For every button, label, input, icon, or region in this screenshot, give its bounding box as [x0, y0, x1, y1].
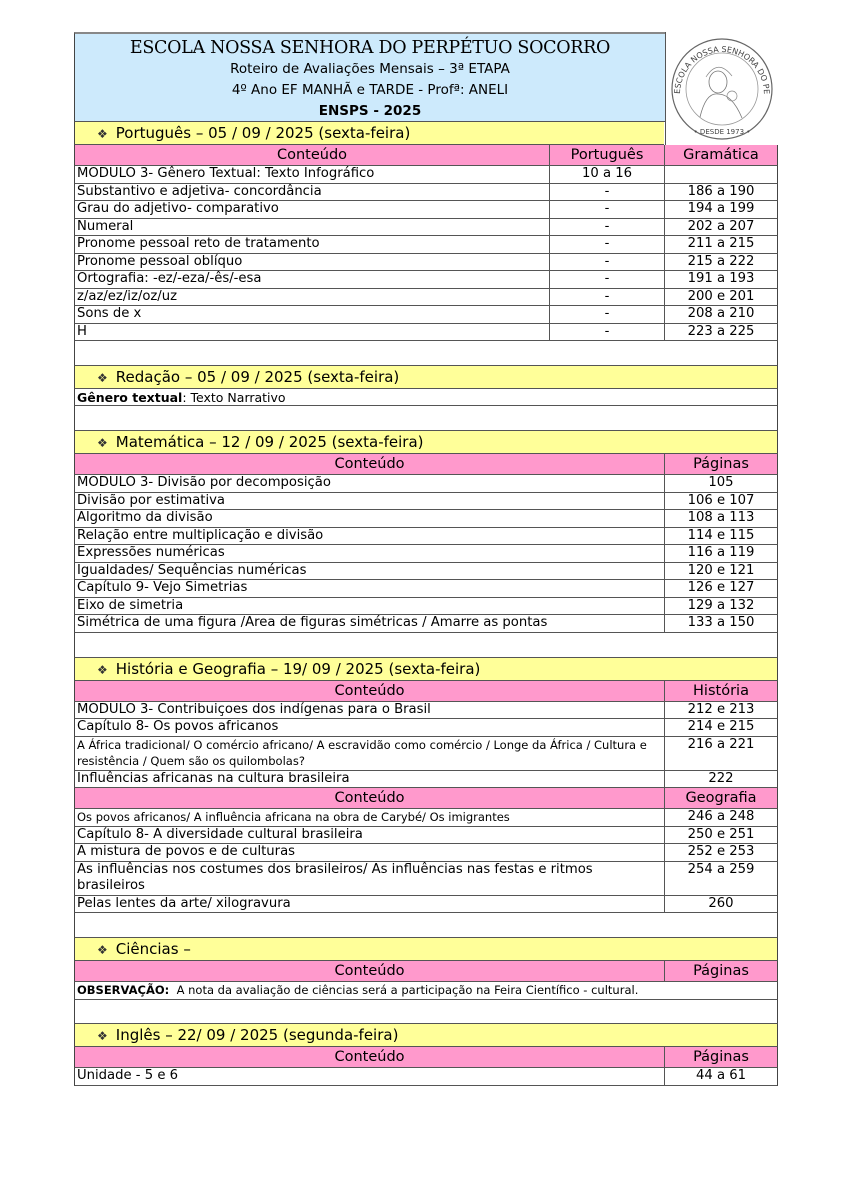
table-row	[74, 702, 778, 720]
table-row	[74, 809, 778, 827]
table-row	[74, 166, 778, 184]
table-row	[74, 184, 778, 202]
column-header: Conteúdo	[75, 961, 665, 981]
content-cell: Eixo de simetria	[75, 598, 665, 615]
grammar-pages-cell	[665, 166, 777, 183]
pages-cell: 212 e 213	[687, 701, 755, 717]
section-ingles-header	[74, 1024, 778, 1047]
portugues-pages-cell: -	[550, 271, 665, 288]
genre-label: Gênero textual	[77, 390, 183, 405]
content-cell: Igualdades/ Sequências numéricas	[75, 563, 665, 580]
portugues-pages-cell: -	[550, 236, 665, 253]
section-title: Ciências –	[115, 940, 191, 958]
pages-cell: 44 a 61	[695, 1068, 747, 1083]
content-cell: Capítulo 8- Os povos africanos	[75, 719, 665, 736]
document-subtitle: Roteiro de Avaliações Mensais – 3ª ETAPA	[230, 61, 510, 77]
table-row	[74, 580, 778, 598]
section-matematica-header	[74, 431, 778, 454]
content-cell: Pelas lentes da arte/ xilogravura	[75, 896, 665, 913]
section-ciencias-header	[74, 938, 778, 961]
column-header: Páginas	[693, 963, 749, 979]
ingles-column-headers	[74, 1047, 778, 1068]
grammar-pages-cell: 202 a 207	[687, 218, 755, 234]
content-cell: Numeral	[75, 219, 550, 236]
portugues-pages-cell: -	[550, 306, 665, 323]
grammar-pages-cell: 215 a 222	[687, 253, 755, 269]
table-row	[74, 289, 778, 307]
column-header: Conteúdo	[75, 145, 550, 165]
content-cell: Unidade - 5 e 6	[75, 1068, 665, 1085]
content-cell: Simétrica de uma figura /Area de figuras simétricas / Amarre as pontas	[75, 615, 665, 632]
table-row	[74, 306, 778, 324]
portugues-pages-cell: -	[550, 184, 665, 201]
school-code: ENSPS - 2025	[318, 103, 422, 119]
portugues-pages-cell: 10 a 16	[550, 166, 665, 183]
spacer-row	[74, 341, 778, 366]
pages-cell: 105	[708, 475, 734, 490]
content-cell: Os povos africanos/ A influência africana na obra de Carybé/ Os imigrantes	[75, 809, 665, 826]
ciencias-column-headers	[74, 961, 778, 982]
observation-label: OBSERVAÇÃO:	[77, 983, 170, 997]
observation-text: A nota da avaliação de ciências será a participação na Feira Científico - cultural.	[169, 983, 639, 997]
pages-cell: 252 e 253	[687, 844, 755, 859]
table-row	[74, 528, 778, 546]
content-cell: Substantivo e adjetiva- concordância	[75, 184, 550, 201]
svg-text:• DESDE 1973 •: • DESDE 1973 •	[693, 128, 751, 136]
pages-cell: 250 e 251	[687, 826, 755, 842]
redacao-genre	[75, 389, 286, 405]
table-row	[74, 201, 778, 219]
portugues-pages-cell: -	[550, 219, 665, 236]
spacer-row	[74, 633, 778, 658]
diamond-bullet-icon: ❖	[97, 371, 108, 385]
pages-cell: 222	[708, 770, 734, 786]
content-cell: MÓDULO 3- Gênero Textual: Texto Infográfico	[75, 166, 550, 183]
content-cell: Influências africanas na cultura brasileira	[75, 771, 665, 788]
content-cell: A mistura de povos e de culturas	[75, 844, 665, 861]
redacao-row	[74, 389, 778, 406]
ciencias-observation-row	[74, 982, 778, 1000]
ciencias-observation	[75, 982, 638, 999]
section-title: Redação – 05 / 09 / 2025 (sexta-feira)	[115, 368, 400, 386]
content-cell: Ortografia: -ez/-eza/-ês/-esa	[75, 271, 550, 288]
grammar-pages-cell: 194 a 199	[687, 201, 755, 216]
diamond-bullet-icon: ❖	[97, 662, 108, 677]
content-cell: Capítulo 9- Vejo Simetrias	[75, 580, 665, 597]
content-cell: Relação entre multiplicação e divisão	[75, 528, 665, 545]
table-row	[74, 493, 778, 511]
section-historia-geografia-header	[74, 658, 778, 681]
content-cell: As influências nos costumes dos brasileiros/ As influências nas festas e ritmos brasileiros	[75, 862, 665, 895]
table-row	[74, 545, 778, 563]
content-cell: Grau do adjetivo- comparativo	[75, 201, 550, 218]
school-name: ESCOLA NOSSA SENHORA DO PERPÉTUO SOCORRO	[129, 38, 611, 58]
column-header: Português	[550, 145, 665, 165]
table-row	[74, 271, 778, 289]
table-row	[74, 862, 778, 896]
header-titles	[75, 34, 665, 122]
pages-cell: 106 e 107	[687, 492, 755, 508]
section-redacao-header	[74, 366, 778, 389]
portugues-pages-cell: -	[550, 324, 665, 341]
content-cell: Algoritmo da divisão	[75, 510, 665, 527]
diamond-bullet-icon: ❖	[97, 943, 108, 957]
table-row	[74, 254, 778, 272]
content-cell: Divisão por estimativa	[75, 493, 665, 510]
table-row	[74, 236, 778, 254]
pages-cell: 133 a 150	[687, 615, 755, 630]
column-header: Páginas	[693, 456, 749, 472]
column-header: Conteúdo	[75, 1047, 665, 1067]
school-logo	[665, 32, 778, 147]
pages-cell: 129 a 132	[687, 597, 755, 613]
pages-cell: 116 a 119	[687, 545, 755, 560]
portugues-pages-cell: -	[550, 201, 665, 218]
historia-column-headers	[74, 681, 778, 702]
class-line: 4º Ano EF MANHÃ e TARDE - Profª: ANELI	[231, 82, 509, 98]
school-seal-icon	[666, 32, 778, 146]
diamond-bullet-icon: ❖	[97, 127, 108, 141]
genre-value: : Texto Narrativo	[182, 390, 286, 405]
column-header: História	[693, 682, 749, 699]
table-row	[74, 219, 778, 237]
grammar-pages-cell: 191 a 193	[687, 271, 755, 286]
content-cell: z/az/ez/iz/oz/uz	[75, 289, 550, 306]
table-row	[74, 1068, 778, 1086]
column-header: Conteúdo	[75, 788, 665, 808]
table-row	[74, 615, 778, 633]
table-row	[74, 719, 778, 737]
pages-cell: 114 e 115	[687, 527, 755, 543]
grammar-pages-cell: 211 a 215	[687, 236, 755, 251]
table-row	[74, 510, 778, 528]
content-cell: Pronome pessoal oblíquo	[75, 254, 550, 271]
pages-cell: 216 a 221	[687, 736, 755, 752]
diamond-bullet-icon: ❖	[97, 1029, 108, 1043]
pages-cell: 260	[708, 895, 734, 911]
content-cell: Pronome pessoal reto de tratamento	[75, 236, 550, 253]
table-row	[74, 324, 778, 342]
geografia-column-headers	[74, 788, 778, 809]
section-title: Português – 05 / 09 / 2025 (sexta-feira)	[115, 124, 411, 142]
pages-cell: 254 a 259	[687, 861, 755, 877]
column-header: Geografia	[685, 790, 757, 806]
column-header: Gramática	[683, 147, 759, 163]
table-row	[74, 475, 778, 493]
grammar-pages-cell: 208 a 210	[687, 306, 755, 321]
table-row	[74, 598, 778, 616]
column-header: Conteúdo	[75, 454, 665, 474]
diamond-bullet-icon: ❖	[97, 436, 108, 450]
grammar-pages-cell: 186 a 190	[687, 183, 755, 199]
pages-cell: 126 e 127	[687, 580, 755, 595]
table-row	[74, 844, 778, 862]
pages-cell: 214 e 215	[687, 719, 755, 734]
portugues-pages-cell: -	[550, 254, 665, 271]
content-cell: MODULO 3- Divisão por decomposição	[75, 475, 665, 492]
svg-text:ESCOLA NOSSA SENHORA DO PERPÉT: ESCOLA NOSSA SENHORA DO PE	[672, 44, 772, 95]
column-header: Páginas	[693, 1049, 749, 1065]
grammar-pages-cell: 200 e 201	[687, 288, 755, 304]
matematica-column-headers	[74, 454, 778, 475]
portugues-column-headers	[74, 145, 778, 166]
table-row	[74, 737, 778, 771]
grammar-pages-cell: 223 a 225	[687, 323, 755, 339]
pages-cell: 120 e 121	[687, 562, 755, 578]
section-title: Matemática – 12 / 09 / 2025 (sexta-feira)	[115, 433, 424, 451]
section-portugues-header	[74, 122, 664, 145]
column-header: Conteúdo	[75, 681, 665, 701]
pages-cell: 108 a 113	[687, 510, 755, 525]
pages-cell: 246 a 248	[687, 809, 755, 824]
content-cell: MÓDULO 3- Contribuiçoes dos indígenas para o Brasil	[75, 702, 665, 719]
content-cell: Capítulo 8- A diversidade cultural brasileira	[75, 827, 665, 844]
content-cell: Expressões numéricas	[75, 545, 665, 562]
table-row	[74, 827, 778, 845]
spacer-row	[74, 406, 778, 431]
content-cell: Sons de x	[75, 306, 550, 323]
table-row	[74, 771, 778, 789]
section-title: História e Geografia – 19/ 09 / 2025 (sexta-feira)	[115, 659, 481, 678]
content-cell: H	[75, 324, 550, 341]
evaluation-schedule	[74, 32, 778, 1086]
spacer-row	[74, 913, 778, 938]
portugues-pages-cell: -	[550, 289, 665, 306]
table-row	[74, 896, 778, 914]
table-row	[74, 563, 778, 581]
content-cell: A África tradicional/ O comércio africano/ A escravidão como comércio / Longe da África / Cultura e resistência / Quem são os quilombolas?	[75, 737, 665, 770]
spacer-row	[74, 1000, 778, 1024]
section-title: Inglês – 22/ 09 / 2025 (segunda-feira)	[115, 1026, 399, 1044]
